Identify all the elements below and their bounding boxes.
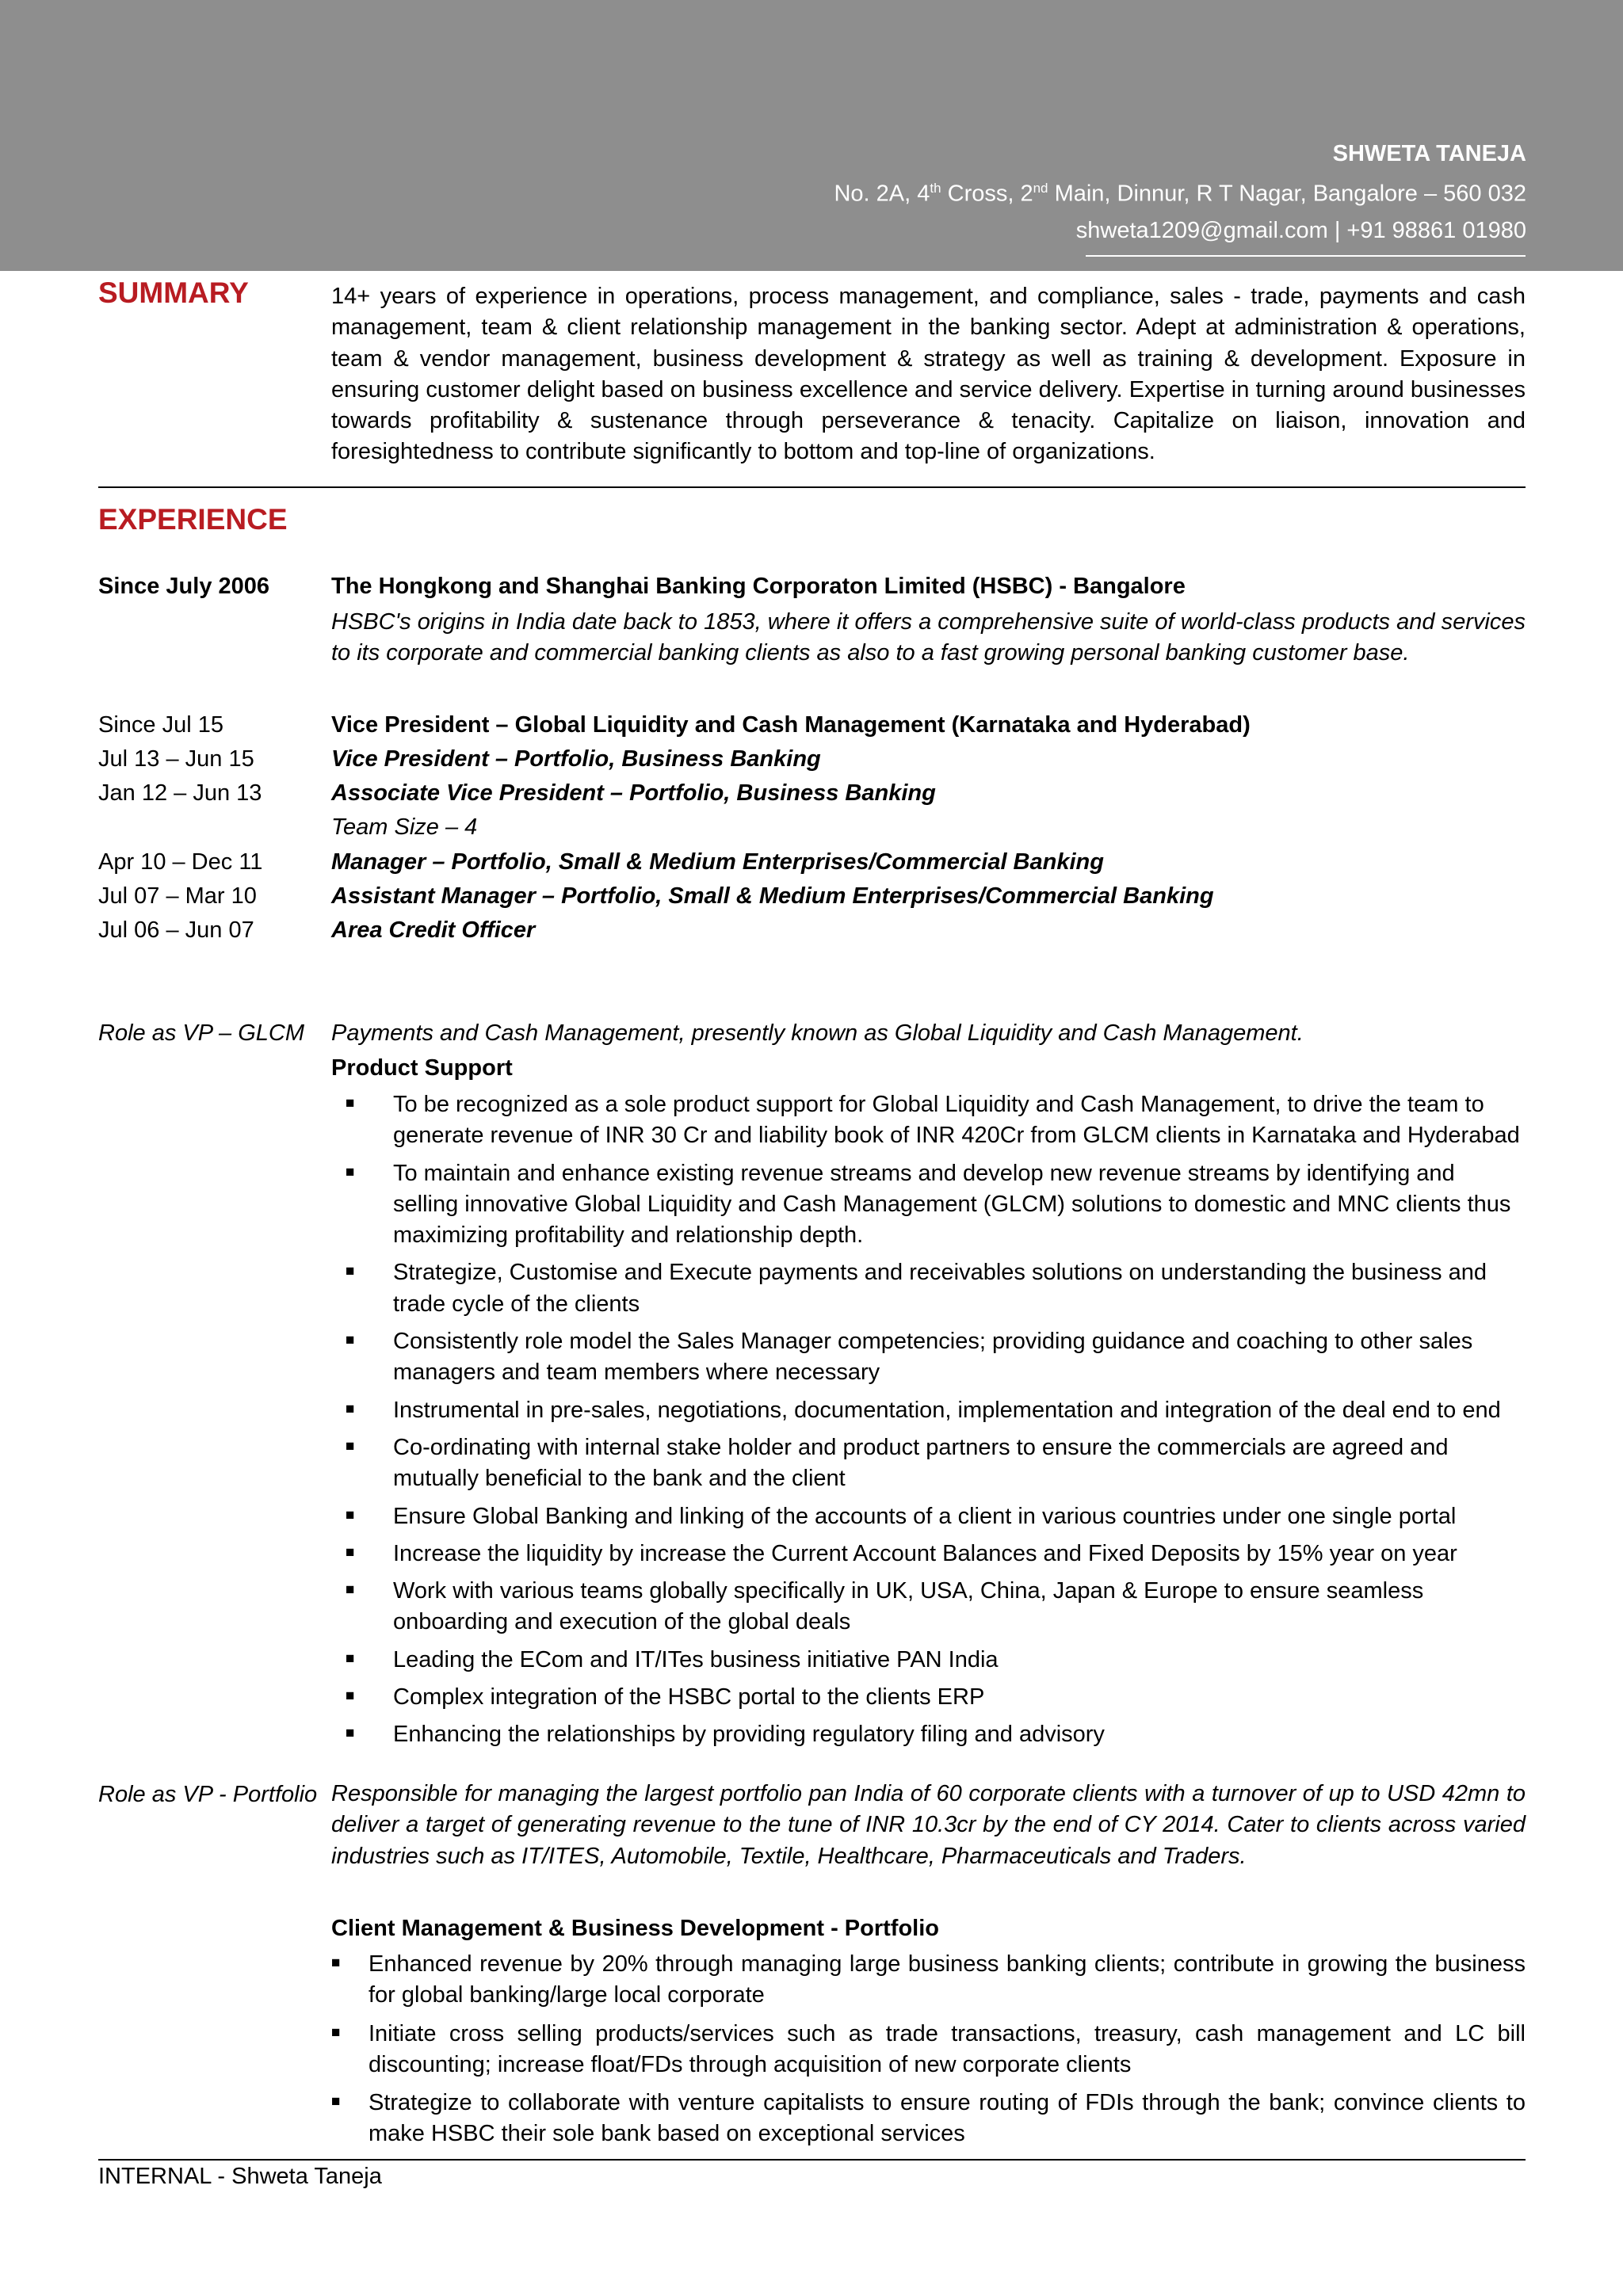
role-portfolio-label: Role as VP - Portfolio [98, 1782, 318, 1807]
bullet-icon: ■ [346, 1437, 355, 1455]
team-size: Team Size – 4 [331, 814, 478, 840]
position-date: Jul 13 – Jun 15 [98, 746, 254, 772]
list-item: ■ To maintain and enhance existing revenue streams and develop new revenue streams by identifying and selling innovative Global Liquidity and Cash Management (GLCM) solutions to domestic and MNC clients thus maximizing profitability and relationship depth. [331, 1158, 1526, 1252]
bullet-icon: ■ [346, 1650, 355, 1667]
candidate-name: SHWETA TANEJA [1332, 141, 1526, 166]
role-glcm-label: Role as VP – GLCM [98, 1020, 305, 1046]
portfolio-bullet-list [331, 1949, 1526, 2157]
role-glcm-subheading: Product Support [331, 1055, 513, 1081]
bullet-icon: ■ [346, 1543, 355, 1561]
position-title: Vice President – Global Liquidity and Cash Management (Karnataka and Hyderabad) [331, 712, 1251, 738]
position-title: Assistant Manager – Portfolio, Small & Medium Enterprises/Commercial Banking [331, 883, 1214, 909]
role-glcm-intro: Payments and Cash Management, presently known as Global Liquidity and Cash Management. [331, 1020, 1304, 1046]
candidate-contact: shweta1209@gmail.com | +91 98861 01980 [1075, 218, 1526, 243]
bullet-icon: ■ [331, 1955, 341, 1971]
role-portfolio-intro: Responsible for managing the largest portfolio pan India of 60 corporate clients with a turnover of up to USD 42mn to deliver a target of generating revenue to the tune of INR 10.3cr by the end of CY 2014. Cater to clients across varied industries such as IT/ITES, Automobile, Textile, Healthcare, Pharmaceuticals and Traders. [331, 1781, 1526, 1869]
position-date: Since Jul 15 [98, 712, 223, 738]
position-date: Jan 12 – Jun 13 [98, 780, 262, 806]
role-portfolio-subheading: Client Management & Business Development - Portfolio [331, 1916, 939, 1941]
position-date: Jul 07 – Mar 10 [98, 883, 257, 909]
bullet-icon: ■ [346, 1163, 355, 1180]
bullet-icon: ■ [346, 1581, 355, 1599]
list-item: ■ Instrumental in pre-sales, negotiations, documentation, implementation and integration of the deal end to end [331, 1395, 1526, 1426]
list-item: ■ Strategize to collaborate with venture capitalists to ensure routing of FDIs through the bank; convince clients to make HSBC their sole bank based on exceptional services [331, 2088, 1526, 2150]
bullet-icon: ■ [346, 1506, 355, 1524]
footer-divider [98, 2159, 1526, 2161]
position-title: Area Credit Officer [331, 917, 536, 943]
summary-divider [98, 486, 1526, 488]
list-item: ■ Ensure Global Banking and linking of the accounts of a client in various countries under one single portal [331, 1501, 1526, 1532]
experience-title: EXPERIENCE [98, 503, 288, 536]
position-date: Jul 06 – Jun 07 [98, 917, 254, 943]
list-item: ■ Leading the ECom and IT/ITes business initiative PAN India [331, 1645, 1526, 1676]
list-item: ■ Initiate cross selling products/services such as trade transactions, treasury, cash management and LC bill discounting; increase float/FDs through acquisition of new corporate clients [331, 2019, 1526, 2081]
bullet-icon: ■ [346, 1688, 355, 1705]
position-date: Apr 10 – Dec 11 [98, 849, 263, 875]
bullet-icon: ■ [331, 2023, 341, 2041]
bullet-icon: ■ [346, 1095, 355, 1112]
list-item: ■ Consistently role model the Sales Manager competencies; providing guidance and coaching to other sales managers and team members where necessary [331, 1326, 1526, 1389]
footer-label: INTERNAL - Shweta Taneja [98, 2164, 382, 2189]
summary-text: 14+ years of experience in operations, process management, and compliance, sales - trade, payments and cash management, team & client relationship management in the banking sector. Adept at administration & operations, team & vendor management, business development & strategy as well as training & development. Exposure in ensuring customer delight based on business excellence and service delivery. Expertise in turning around businesses towards profitability & sustenance through perseverance & tenacity. Capitalize on liaison, innovation and foresightedness to contribute significantly to bottom and top-line of organizations. [331, 284, 1526, 465]
list-item: ■ Co-ordinating with internal stake holder and product partners to ensure the commercials are agreed and mutually beneficial to the bank and the client [331, 1432, 1526, 1495]
header-divider [1086, 255, 1526, 257]
bullet-icon: ■ [346, 1332, 355, 1349]
summary-title: SUMMARY [98, 277, 249, 309]
company-name: The Hongkong and Shanghai Banking Corporaton Limited (HSBC) - Bangalore [331, 574, 1186, 599]
bullet-icon: ■ [331, 2093, 341, 2111]
position-title: Associate Vice President – Portfolio, Business Banking [331, 780, 936, 806]
glcm-bullet-list [331, 1089, 1526, 1757]
list-item: ■ Work with various teams globally specifically in UK, USA, China, Japan & Europe to ensure seamless onboarding and execution of the global deals [331, 1576, 1526, 1638]
company-description: HSBC's origins in India date back to 1853, where it offers a comprehensive suite of world-class products and services to its corporate and commercial banking clients as also to a fast growing personal banking customer base. [331, 609, 1526, 666]
list-item: ■ Enhancing the relationships by providing regulatory filing and advisory [331, 1719, 1526, 1750]
bullet-icon: ■ [346, 1400, 355, 1417]
bullet-icon: ■ [346, 1725, 355, 1742]
header-band [0, 0, 1623, 271]
position-title: Manager – Portfolio, Small & Medium Enterprises/Commercial Banking [331, 849, 1104, 875]
list-item: ■ To be recognized as a sole product support for Global Liquidity and Cash Management, to drive the team to generate revenue of INR 30 Cr and liability book of INR 420Cr from GLCM clients in Karnataka and Hyderabad [331, 1089, 1526, 1152]
employment-since: Since July 2006 [98, 574, 270, 599]
list-item: ■ Increase the liquidity by increase the Current Account Balances and Fixed Deposits by 15% year on year [331, 1539, 1526, 1569]
position-title: Vice President – Portfolio, Business Banking [331, 746, 821, 772]
list-item: ■ Complex integration of the HSBC portal to the clients ERP [331, 1682, 1526, 1713]
list-item: ■ Strategize, Customise and Execute payments and receivables solutions on understanding the business and trade cycle of the clients [331, 1257, 1526, 1320]
bullet-icon: ■ [346, 1263, 355, 1280]
candidate-address: No. 2A, 4th Cross, 2nd Main, Dinnur, R T Nagar, Bangalore – 560 032 [834, 181, 1526, 207]
list-item: ■ Enhanced revenue by 20% through managing large business banking clients; contribute in growing the business for global banking/large local corporate [331, 1949, 1526, 2012]
